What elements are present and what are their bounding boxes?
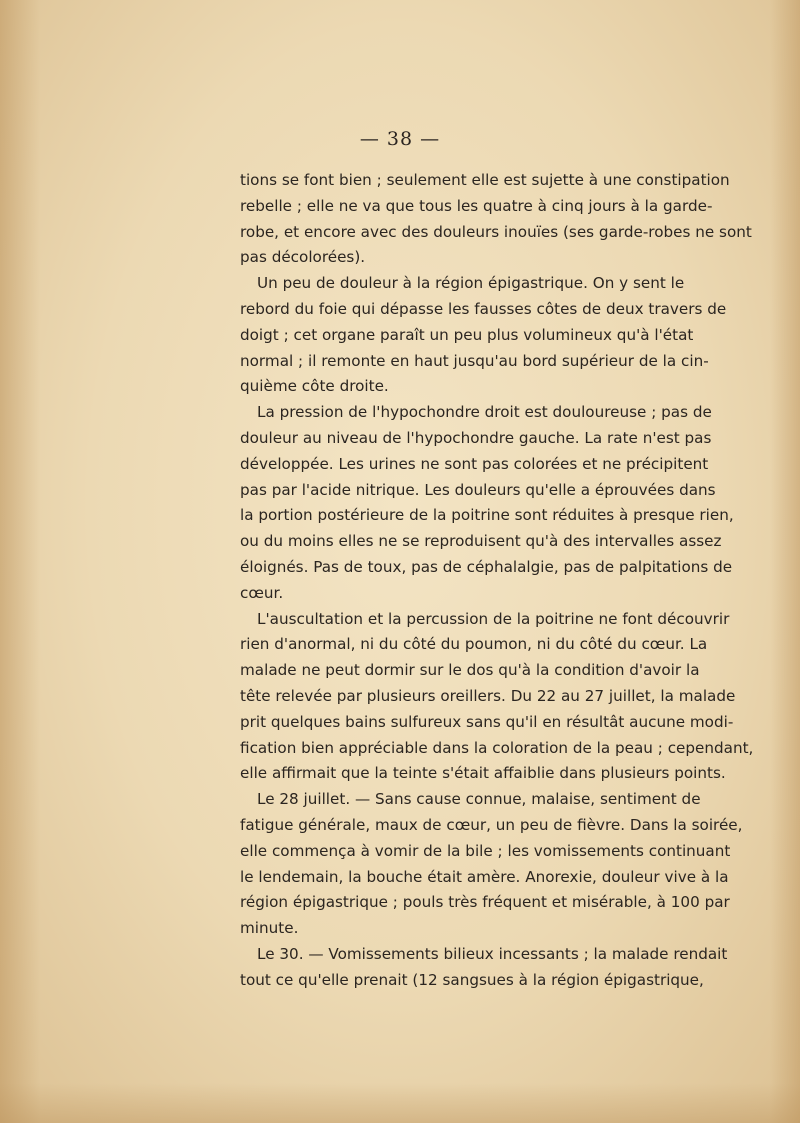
text-line: Le 28 juillet. — Sans cause connue, malaise, sentiment de	[257, 790, 701, 809]
text-line: rebord du foie qui dépasse les fausses côtes de deux travers de	[240, 299, 727, 318]
text-line: elle affirmait que la teinte s'était affaiblie dans plusieurs points.	[240, 764, 726, 783]
text-line: elle commença à vomir de la bile ; les vomissements continuant	[240, 841, 731, 860]
text-line: doigt ; cet organe paraît un peu plus volumineux qu'à l'état	[240, 325, 694, 344]
text-line: douleur au niveau de l'hypochondre gauche. La rate n'est pas	[240, 428, 712, 447]
text-line: La pression de l'hypochondre droit est douloureuse ; pas de	[257, 403, 712, 422]
text-line: fatigue générale, maux de cœur, un peu de fièvre. Dans la soirée,	[240, 815, 743, 834]
page-edge-shadow-right	[770, 0, 800, 1123]
text-line: pas décolorées).	[240, 248, 366, 267]
text-line: cœur.	[240, 583, 284, 602]
text-line: robe, et encore avec des douleurs inouïes (ses garde-robes ne sont	[240, 222, 752, 241]
text-line: fication bien appréciable dans la coloration de la peau ; cependant,	[240, 738, 754, 757]
text-line: la portion postérieure de la poitrine sont réduites à presque rien,	[240, 506, 734, 525]
text-line: pas par l'acide nitrique. Les douleurs qu'elle a éprouvées dans	[240, 480, 716, 499]
text-line: ou du moins elles ne se reproduisent qu'à des intervalles assez	[240, 532, 722, 551]
text-line: prit quelques bains sulfureux sans qu'il en résultât aucune modi-	[240, 712, 734, 731]
text-line: L'auscultation et la percussion de la poitrine ne font découvrir	[257, 609, 730, 628]
text-line: région épigastrique ; pouls très fréquent et misérable, à 100 par	[240, 893, 730, 912]
page-number: — 38 —	[359, 128, 441, 150]
text-line: développée. Les urines ne sont pas colorées et ne précipitent	[240, 454, 709, 473]
text-line: tout ce qu'elle prenait (12 sangsues à la région épigastrique,	[240, 970, 704, 989]
text-line: quième côte droite.	[240, 377, 389, 396]
text-line: tête relevée par plusieurs oreillers. Du 22 au 27 juillet, la malade	[240, 686, 736, 705]
text-line: rebelle ; elle ne va que tous les quatre à cinq jours à la garde-	[240, 196, 713, 215]
text-line: minute.	[240, 919, 299, 938]
text-line: le lendemain, la bouche était amère. Anorexie, douleur vive à la	[240, 867, 729, 886]
body-text	[240, 168, 754, 994]
text-line: normal ; il remonte en haut jusqu'au bord supérieur de la cin-	[240, 351, 709, 370]
page-edge-shadow-left	[0, 0, 40, 1123]
page-edge-shadow-bottom	[0, 1083, 800, 1123]
text-line: éloignés. Pas de toux, pas de céphalalgie, pas de palpitations de	[240, 557, 733, 576]
text-line: rien d'anormal, ni du côté du poumon, ni du côté du cœur. La	[240, 635, 708, 654]
text-line: tions se font bien ; seulement elle est sujette à une constipation	[240, 171, 730, 189]
text-line: Un peu de douleur à la région épigastrique. On y sent le	[257, 274, 685, 293]
text-line: Le 30. — Vomissements bilieux incessants ; la malade rendait	[257, 944, 728, 963]
text-line: malade ne peut dormir sur le dos qu'à la condition d'avoir la	[240, 661, 700, 680]
